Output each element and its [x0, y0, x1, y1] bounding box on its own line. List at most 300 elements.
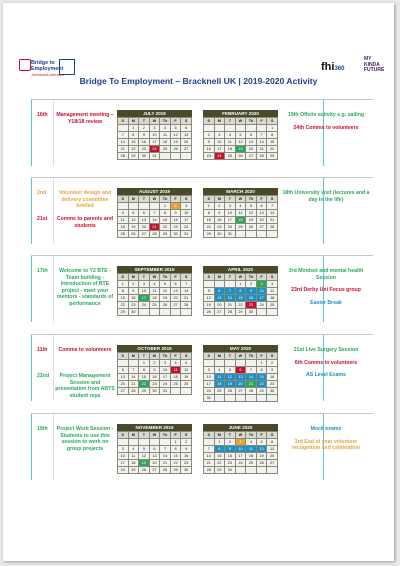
empty-cell [246, 360, 257, 367]
activity-section [31, 99, 373, 172]
calendar-right [203, 188, 278, 238]
calendar-day: 23 [139, 146, 150, 153]
calendar-day: 21 [128, 381, 139, 388]
calendar-month-title: AUGUST 2019 [117, 188, 192, 195]
calendar-day: 9 [139, 132, 150, 139]
calendar-day: 15 [160, 217, 171, 224]
empty-cell [214, 395, 225, 402]
empty-cell [214, 281, 225, 288]
calendar-day: 7 [181, 281, 192, 288]
note-item: 24th Comms to volunteers [293, 124, 359, 131]
calendar-right [203, 110, 278, 160]
school-crest-icon [59, 59, 75, 75]
calendar-day: 20 [149, 460, 160, 467]
calendar-day: 19 [246, 217, 257, 224]
weekday-header: F [256, 196, 267, 203]
empty-cell [256, 467, 267, 474]
calendar-day: 10 [181, 210, 192, 217]
calendar-day: 22 [235, 302, 246, 309]
weekday-header: M [128, 118, 139, 125]
calendar-day: 28 [128, 388, 139, 395]
empty-cell [235, 360, 246, 367]
empty-cell [160, 153, 171, 160]
calendar-day: 29 [214, 467, 225, 474]
weekday-header: Th [160, 118, 171, 125]
calendar-day: 14 [128, 374, 139, 381]
note-item: Mock exams [310, 426, 342, 432]
mkf-l2: KINDA [364, 61, 380, 68]
empty-cell [139, 203, 150, 210]
calendar-day: 17 [204, 381, 215, 388]
calendar-right [203, 345, 278, 402]
weekday-header: S [118, 353, 129, 360]
calendar-day: 30 [128, 309, 139, 316]
empty-cell [246, 395, 257, 402]
right-notes [281, 347, 371, 385]
activity-text: Project Management Session and presentation from ABTS student reps [55, 373, 115, 399]
calendar-day: 3 [149, 125, 160, 132]
calendar-day: 4 [170, 360, 181, 367]
logo-text-1: Bridge to [31, 60, 55, 66]
weekday-header: W [235, 432, 246, 439]
calendar-day: 7 [149, 210, 160, 217]
calendar-day: 20 [118, 381, 129, 388]
calendar-day: 17 [160, 374, 171, 381]
calendar-day: 9 [149, 367, 160, 374]
calendar-day: 25 [246, 460, 257, 467]
weekday-header: M [128, 274, 139, 281]
calendar-day: 19 [170, 139, 181, 146]
calendar-day: 5 [160, 281, 171, 288]
calendar-day: 28 [246, 388, 257, 395]
empty-cell [139, 439, 150, 446]
weekday-header: W [235, 353, 246, 360]
calendar-day: 11 [118, 217, 129, 224]
calendar-day: 7 [204, 446, 215, 453]
empty-cell [225, 281, 236, 288]
calendar-day: 13 [118, 374, 129, 381]
calendar-day: 14 [246, 374, 257, 381]
calendar-day: 10 [214, 139, 225, 146]
calendar-day: 18 [160, 139, 171, 146]
right-notes [281, 426, 371, 458]
weekday-header: T [225, 118, 236, 125]
empty-cell [246, 231, 257, 238]
calendar-day: 14 [160, 453, 171, 460]
note-item: 3rd Mindset and mental health Session [288, 268, 364, 281]
note-item: AS Level Exams [305, 372, 347, 379]
weekday-header: W [235, 274, 246, 281]
note-item: 3rd End of year volunteer recognition and celebration [291, 438, 361, 452]
logo-text-2: Employment [31, 66, 64, 72]
weekday-header: T [139, 118, 150, 125]
date-label: 16th [37, 112, 48, 118]
empty-cell [256, 395, 267, 402]
calendar-day: 1 [204, 203, 215, 210]
calendar-day: 26 [256, 460, 267, 467]
calendar-day: 5 [256, 439, 267, 446]
empty-cell [118, 203, 129, 210]
calendar-day: 24 [118, 467, 129, 474]
weekday-header: T [225, 432, 236, 439]
empty-cell [246, 467, 257, 474]
weekday-header: S [181, 353, 192, 360]
empty-cell [267, 309, 278, 316]
weekday-header: Th [160, 196, 171, 203]
calendar-day: 4 [160, 125, 171, 132]
weekday-header: S [204, 274, 215, 281]
calendar-day: 11 [214, 374, 225, 381]
empty-cell [235, 231, 246, 238]
empty-cell [128, 360, 139, 367]
calendar-day: 3 [204, 367, 215, 374]
calendar-day: 3 [181, 203, 192, 210]
empty-cell [149, 203, 160, 210]
calendar-day: 26 [170, 146, 181, 153]
calendar-day: 7 [267, 203, 278, 210]
calendar-day: 17 [235, 453, 246, 460]
calendar-day: 27 [181, 146, 192, 153]
calendar-day: 16 [246, 295, 257, 302]
calendar-day: 27 [246, 153, 257, 160]
calendar-day: 8 [139, 367, 150, 374]
calendar-day: 10 [256, 288, 267, 295]
weekday-header: T [225, 353, 236, 360]
calendar-day: 21 [246, 381, 257, 388]
calendar-month-title: APRIL 2020 [203, 266, 278, 273]
right-notes [281, 190, 371, 209]
calendar-day: 3 [256, 281, 267, 288]
document-page [3, 3, 394, 561]
calendar-day: 17 [181, 217, 192, 224]
calendar-day: 30 [149, 388, 160, 395]
calendar-day: 24 [204, 388, 215, 395]
calendar-day: 5 [139, 446, 150, 453]
calendar-day: 25 [149, 302, 160, 309]
fhi-text: fhi [321, 61, 335, 73]
calendar-day: 31 [181, 231, 192, 238]
calendar-day: 13 [181, 132, 192, 139]
weekday-header: M [214, 353, 225, 360]
empty-cell [214, 125, 225, 132]
calendar-day: 4 [267, 281, 278, 288]
calendar-day: 17 [139, 295, 150, 302]
empty-cell [256, 309, 267, 316]
weekday-header: S [204, 353, 215, 360]
calendar-day: 6 [246, 132, 257, 139]
calendar-day: 5 [246, 203, 257, 210]
weekday-header: M [128, 432, 139, 439]
calendar-day: 18 [214, 381, 225, 388]
empty-cell [139, 309, 150, 316]
weekday-header: T [139, 274, 150, 281]
calendar-day: 5 [225, 367, 236, 374]
calendar-day: 21 [181, 295, 192, 302]
calendar-day: 16 [170, 217, 181, 224]
calendar-day: 7 [225, 288, 236, 295]
calendar-day: 11 [267, 288, 278, 295]
calendar-day: 9 [204, 139, 215, 146]
calendar-day: 21 [267, 217, 278, 224]
calendar-day: 20 [246, 146, 257, 153]
calendar-day: 26 [139, 467, 150, 474]
calendar-day: 13 [214, 295, 225, 302]
calendar-day: 25 [225, 153, 236, 160]
calendar-day: 18 [267, 295, 278, 302]
calendar-day: 16 [181, 453, 192, 460]
weekday-header: M [128, 196, 139, 203]
weekday-header: T [139, 196, 150, 203]
calendar-day: 27 [235, 388, 246, 395]
date-label: 19th [37, 426, 48, 432]
weekday-header: W [149, 353, 160, 360]
calendar-day: 17 [256, 295, 267, 302]
activity-text: Comms to volunteers [58, 347, 112, 353]
empty-cell [128, 439, 139, 446]
empty-cell [181, 388, 192, 395]
calendar-day: 29 [256, 388, 267, 395]
calendar-day: 27 [170, 302, 181, 309]
note-item: 6th Comms to volunteers [294, 359, 358, 366]
calendar-left [117, 345, 192, 395]
calendar-day: 15 [256, 374, 267, 381]
calendar-day: 16 [225, 453, 236, 460]
weekday-header: Th [246, 196, 257, 203]
empty-cell [118, 125, 129, 132]
calendar-day: 22 [118, 302, 129, 309]
calendar-day: 28 [181, 302, 192, 309]
calendar-month-title: JULY 2019 [117, 110, 192, 117]
calendar-day: 20 [139, 224, 150, 231]
empty-cell [256, 125, 267, 132]
calendar-day: 24 [149, 146, 160, 153]
weekday-header: T [139, 432, 150, 439]
calendar-day: 19 [256, 453, 267, 460]
calendar-day: 28 [225, 309, 236, 316]
calendar-day: 29 [139, 388, 150, 395]
calendar-day: 18 [128, 460, 139, 467]
calendar-day: 2 [246, 281, 257, 288]
weekday-header: M [214, 196, 225, 203]
empty-cell [149, 439, 160, 446]
note-item: 18th University visit (lectures and a day in the life) [282, 190, 370, 203]
calendar-day: 27 [256, 224, 267, 231]
calendar-day: 12 [246, 210, 257, 217]
calendar-day: 2 [128, 281, 139, 288]
calendar-day: 23 [225, 460, 236, 467]
calendar-day: 7 [256, 132, 267, 139]
weekday-header: W [149, 118, 160, 125]
calendar-month-title: SEPTEMBER 2019 [117, 266, 192, 273]
calendar-day: 27 [139, 231, 150, 238]
activity-text: Project Work Session -Students to use this session to work on group projects [56, 426, 114, 452]
weekday-header: F [170, 432, 181, 439]
calendar-day: 8 [128, 132, 139, 139]
note-item: Easter Break [310, 299, 342, 306]
calendar-day: 9 [225, 446, 236, 453]
weekday-header: S [267, 353, 278, 360]
calendar-day: 5 [235, 132, 246, 139]
calendar-day: 2 [214, 203, 225, 210]
weekday-header: F [170, 274, 181, 281]
calendar-left [117, 266, 192, 316]
calendar-day: 14 [204, 453, 215, 460]
calendar-day: 3 [225, 203, 236, 210]
calendar-day: 13 [246, 139, 257, 146]
bte-mark-icon [19, 59, 31, 71]
empty-cell [170, 153, 181, 160]
calendar-day: 29 [170, 467, 181, 474]
mkf-l3: FUTURE [364, 67, 385, 73]
empty-cell [267, 231, 278, 238]
calendar-day: 17 [118, 460, 129, 467]
my-kinda-future-logo [364, 57, 394, 74]
calendar-day: 17 [225, 217, 236, 224]
calendar-day: 21 [118, 146, 129, 153]
calendar-day: 4 [214, 367, 225, 374]
calendar-day: 1 [128, 125, 139, 132]
calendar-day: 16 [267, 374, 278, 381]
empty-cell [214, 360, 225, 367]
calendar-day: 13 [256, 210, 267, 217]
calendar-day: 26 [246, 224, 257, 231]
empty-cell [225, 395, 236, 402]
calendar-day: 6 [181, 125, 192, 132]
calendar-day: 25 [267, 302, 278, 309]
calendar-day: 19 [139, 460, 150, 467]
calendar-day: 15 [204, 217, 215, 224]
calendar-day: 10 [235, 446, 246, 453]
calendar-day: 1 [118, 281, 129, 288]
calendar-day: 28 [118, 153, 129, 160]
empty-cell [170, 309, 181, 316]
weekday-header: T [139, 353, 150, 360]
activity-text: Welcome to Y2 BTE -Team building - Introduction of BTE project - meet your mentors - standards of performance [56, 268, 114, 307]
weekday-header: S [118, 118, 129, 125]
note-item: 21st Live Surgery Session [293, 347, 359, 353]
calendar-day: 13 [149, 453, 160, 460]
calendar-month-title: FEBRUARY 2020 [203, 110, 278, 117]
calendar-day: 15 [128, 139, 139, 146]
calendar-day: 29 [160, 231, 171, 238]
calendar-day: 27 [267, 460, 278, 467]
calendar-day: 25 [170, 381, 181, 388]
weekday-header: S [204, 196, 215, 203]
calendar-day: 19 [204, 302, 215, 309]
calendar-day: 1 [160, 203, 171, 210]
calendar-day: 14 [149, 217, 160, 224]
calendar-day: 15 [214, 453, 225, 460]
calendar-day: 15 [118, 295, 129, 302]
calendar-day: 18 [149, 295, 160, 302]
empty-cell [204, 360, 215, 367]
calendar-day: 30 [225, 467, 236, 474]
activity-text: Volunteer design and delivery committee briefed [58, 190, 112, 210]
calendar-day: 25 [160, 146, 171, 153]
calendar-day: 30 [214, 231, 225, 238]
calendar-day: 4 [149, 281, 160, 288]
weekday-header: M [214, 118, 225, 125]
calendar-day: 8 [160, 210, 171, 217]
calendar-day: 15 [267, 139, 278, 146]
calendar-day: 6 [235, 367, 246, 374]
calendar-day: 10 [139, 288, 150, 295]
calendar-day: 18 [225, 146, 236, 153]
calendar-day: 23 [214, 224, 225, 231]
calendar-day: 26 [181, 381, 192, 388]
weekday-header: S [118, 274, 129, 281]
calendar-day: 21 [204, 460, 215, 467]
calendar-day: 9 [246, 288, 257, 295]
weekday-header: M [214, 274, 225, 281]
calendar-left [117, 110, 192, 160]
calendar-day: 22 [214, 460, 225, 467]
weekday-header: W [149, 196, 160, 203]
empty-cell [128, 203, 139, 210]
calendar-day: 28 [204, 467, 215, 474]
calendar-day: 12 [139, 453, 150, 460]
calendar-day: 19 [235, 146, 246, 153]
empty-cell [160, 439, 171, 446]
calendar-day: 3 [235, 439, 246, 446]
calendar-month-title: MAY 2020 [203, 345, 278, 352]
calendar-day: 23 [170, 224, 181, 231]
calendar-day: 4 [118, 210, 129, 217]
calendar-day: 7 [128, 367, 139, 374]
calendar-day: 9 [170, 210, 181, 217]
mkf-l1: MY [364, 56, 372, 62]
weekday-header: S [267, 274, 278, 281]
empty-cell [181, 153, 192, 160]
fhi360-logo [321, 61, 344, 73]
activity-section [31, 255, 373, 328]
calendar-day: 19 [128, 224, 139, 231]
empty-cell [235, 395, 246, 402]
calendar-day: 21 [256, 146, 267, 153]
weekday-header: Th [246, 353, 257, 360]
calendar-day: 23 [128, 302, 139, 309]
calendar-day: 30 [246, 309, 257, 316]
calendar-right [203, 266, 278, 316]
calendar-day: 12 [128, 217, 139, 224]
weekday-header: S [181, 118, 192, 125]
calendar-day: 24 [160, 381, 171, 388]
calendar-day: 28 [160, 467, 171, 474]
calendar-day: 11 [235, 210, 246, 217]
calendar-day: 22 [204, 224, 215, 231]
empty-cell [181, 309, 192, 316]
calendar-day: 3 [160, 360, 171, 367]
calendar-day: 11 [225, 139, 236, 146]
calendar-day: 21 [225, 302, 236, 309]
note-item: 19th Offsite activity e.g. sailing [287, 112, 365, 118]
calendar-day: 8 [267, 132, 278, 139]
activity-section [31, 177, 373, 250]
empty-cell [225, 125, 236, 132]
calendar-day: 13 [267, 446, 278, 453]
empty-cell [246, 125, 257, 132]
calendar-day: 11 [170, 367, 181, 374]
weekday-header: S [118, 196, 129, 203]
calendar-day: 26 [225, 388, 236, 395]
activity-section [31, 334, 373, 407]
weekday-header: W [235, 196, 246, 203]
calendar-day: 14 [267, 210, 278, 217]
empty-cell [204, 439, 215, 446]
calendar-day: 25 [235, 224, 246, 231]
calendar-day: 20 [256, 217, 267, 224]
calendar-month-title: JUNE 2020 [203, 424, 278, 431]
